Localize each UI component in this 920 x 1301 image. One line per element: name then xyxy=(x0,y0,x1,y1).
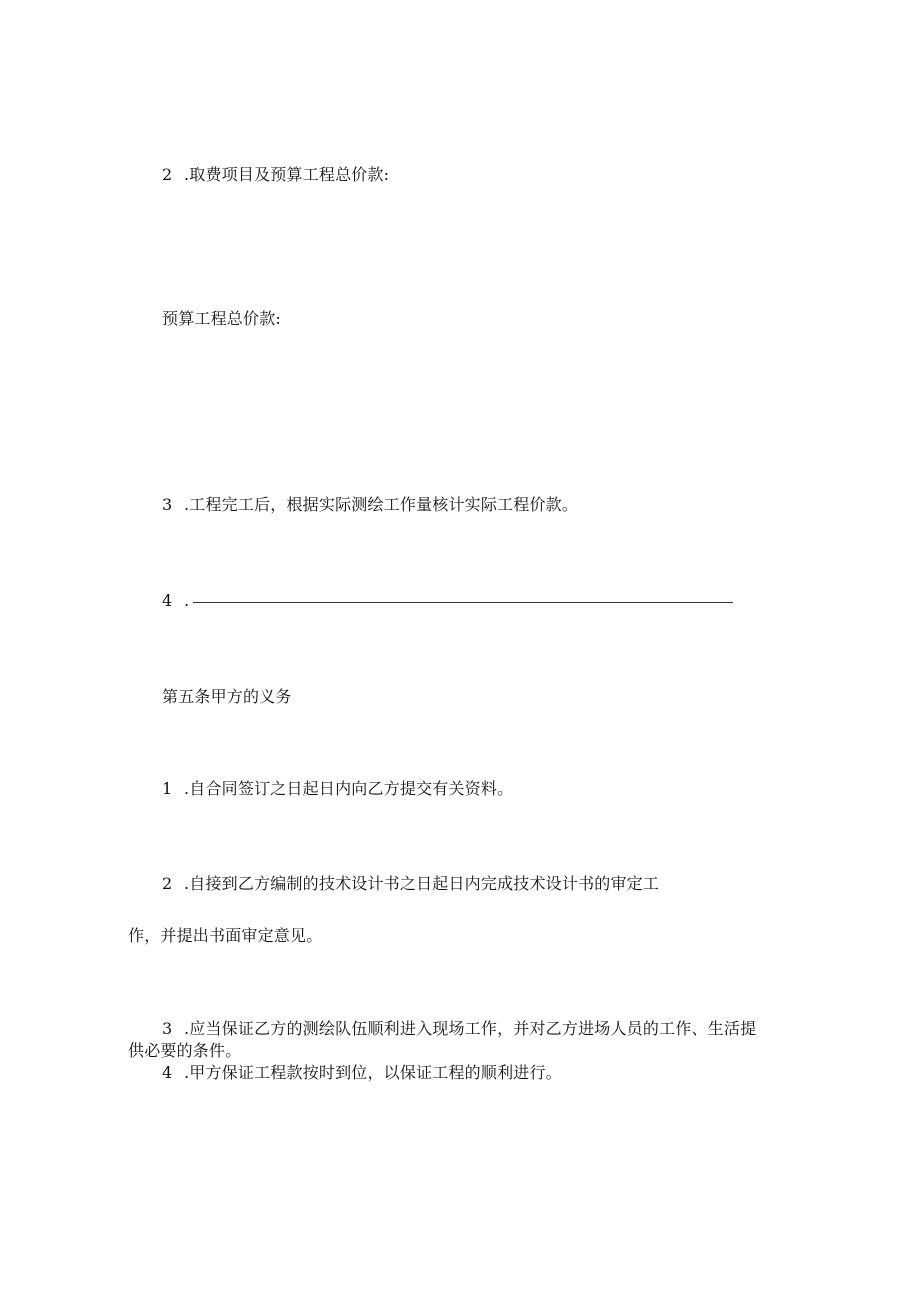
duty-2-continuation: 作，并提出书面审定意见。 xyxy=(128,926,323,945)
item-text: .工程完工后，根据实际测绘工作量核计实际工程价款。 xyxy=(184,495,579,514)
article-5-title: 第五条甲方的义务 xyxy=(162,687,292,706)
item-number: 1 xyxy=(162,779,173,798)
item-number: 2 xyxy=(162,165,173,184)
item-text: . xyxy=(184,591,190,610)
item-text: .甲方保证工程款按时到位，以保证工程的顺利进行。 xyxy=(184,1063,562,1082)
duty-3-continuation: 供必要的条件。 xyxy=(128,1041,242,1060)
item-text: .自合同签订之日起日内向乙方提交有关资料。 xyxy=(184,779,514,798)
item-number: 4 xyxy=(162,1063,173,1082)
item-number: 3 xyxy=(162,1019,173,1038)
fill-in-blank-line xyxy=(193,601,733,603)
item-text: .自接到乙方编制的技术设计书之日起日内完成技术设计书的审定工 xyxy=(184,874,660,893)
duty-2 xyxy=(162,874,659,894)
item-3-completion xyxy=(162,495,578,515)
item-4-blank xyxy=(162,591,733,611)
item-number: 3 xyxy=(162,495,173,514)
item-2-fee-items xyxy=(162,165,389,185)
duty-1 xyxy=(162,779,513,799)
duty-3 xyxy=(162,1019,756,1039)
item-number: 4 xyxy=(162,591,173,610)
item-text: .应当保证乙方的测绘队伍顺利进入现场工作，并对乙方进场人员的工作、生活提 xyxy=(184,1019,757,1038)
duty-4 xyxy=(162,1063,562,1083)
item-text: .取费项目及预算工程总价款: xyxy=(184,165,390,184)
budget-total-label: 预算工程总价款: xyxy=(162,309,281,328)
item-number: 2 xyxy=(162,874,173,893)
